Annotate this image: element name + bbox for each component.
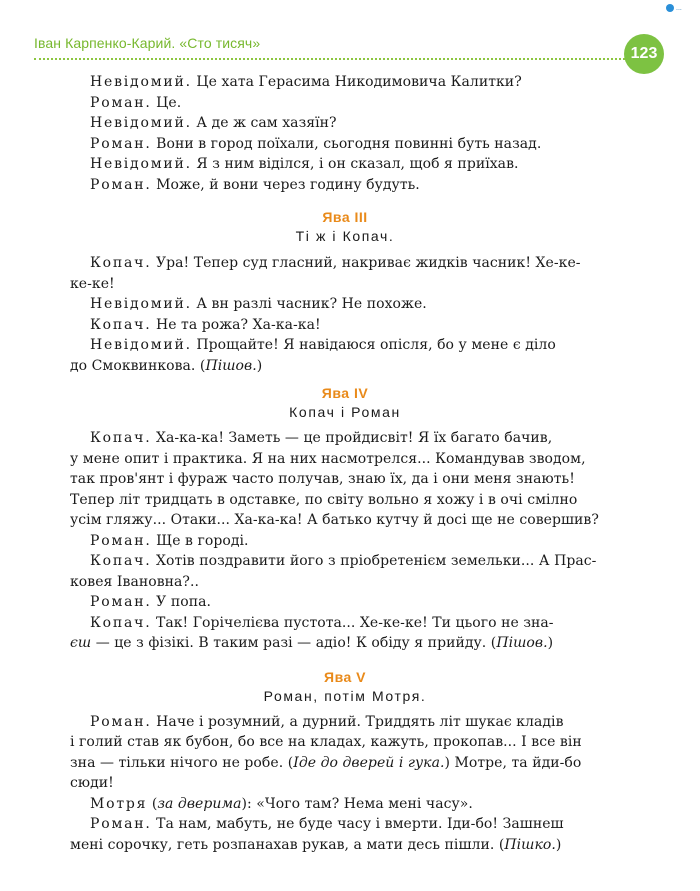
line-text: — це з фізікі. В таким разі — адіо! К обіду я прийду. ( — [91, 635, 497, 651]
dialogue-line — [90, 712, 600, 733]
dialogue-line-cont: ке-ке! — [70, 275, 115, 292]
dialogue-line — [90, 592, 600, 613]
line-text: зна — тільки нічого не робе. ( — [70, 754, 294, 771]
line-text: до Смоквинкова. ( — [70, 357, 206, 374]
dialogue-line-cont: у мене опит і практика. Я на них насмотрелся... Командував зводом, — [70, 450, 586, 467]
stage-direction: Пішов. — [496, 635, 548, 651]
speaker: Роман. — [90, 135, 152, 152]
speaker: Невідомий. — [90, 296, 192, 312]
speaker: Невідомий. — [90, 337, 192, 353]
page-number-badge: 123 — [624, 34, 664, 74]
dialogue-line — [90, 134, 600, 155]
speaker: Роман. — [90, 176, 152, 193]
speaker: Копач. — [90, 553, 152, 569]
speaker: Роман. — [90, 594, 152, 610]
corner-logo-text: ... — [676, 4, 682, 12]
dialogue-line — [90, 531, 600, 552]
header-dotted-rule — [34, 58, 629, 60]
dialogue-line-cont — [70, 835, 600, 856]
line-text: ) — [256, 357, 263, 374]
line-text: Так! Горічелієва пустота... Хе-ке-ке! Ти цього не зна- — [151, 614, 554, 631]
speaker: Копач. — [90, 430, 152, 446]
line-text: А де ж сам хазяїн? — [191, 115, 337, 131]
dialogue-line-cont: сюди! — [70, 775, 114, 791]
line-text: ) — [555, 836, 562, 853]
line-text: ) — [547, 635, 554, 651]
line-text: Наче і розумний, а дурний. Триддять літ шукає кладів — [151, 713, 564, 730]
dialogue-line: Мотря (за дверима): «Чого там? Нема мені часу». — [90, 795, 473, 812]
line-text: Прощайте! Я навідаюся опісля, бо у мене є діло — [191, 337, 556, 353]
scene-title: Ява IV — [321, 385, 369, 401]
speaker: Невідомий. — [90, 74, 192, 90]
line-text: Та нам, мабуть, не буде часу і вмерти. Іди-бо! Зашнеш — [151, 816, 564, 832]
stage-direction: Іде до дверей і гука. — [293, 754, 445, 771]
scene-cast: Копач і Роман — [289, 404, 401, 420]
stage-direction: Пішов. — [205, 357, 257, 374]
dialogue-line — [90, 551, 600, 572]
dialogue-line-cont — [70, 633, 600, 654]
dialogue-line-cont: так пров'янт і фураж часто получав, знаю їх, да і они меня знають! — [70, 471, 575, 487]
line-text: Хотів поздравити його з пріобретенієм земельки... А Прас- — [151, 553, 597, 569]
dialogue-line-cont: ковея Івановна?.. — [70, 573, 199, 590]
speaker: Роман. — [90, 713, 152, 730]
logo-icon — [666, 4, 674, 12]
line-text: Ура! Тепер суд гласний, накриває жидків часник! Хе-ке- — [151, 255, 581, 271]
page-header — [0, 0, 700, 80]
dialogue-line — [90, 154, 600, 175]
line-text: Це. — [151, 94, 182, 111]
stage-direction: за дверима — [157, 795, 242, 812]
dialogue-line — [90, 315, 600, 336]
dialogue-line — [90, 253, 600, 274]
line-text: Я з ним віділся, і он сказал, щоб я приїхав. — [191, 156, 519, 172]
line-text: Це хата Герасима Никодимовича Калитки? — [191, 74, 522, 90]
line-text: Вони в город поїхали, сьогодня повинні буть назад. — [151, 135, 542, 152]
line-text: Ще в городі. — [151, 532, 249, 549]
line-text: ) Мотре, та йди-бо — [444, 754, 582, 771]
speaker: Роман. — [90, 816, 152, 832]
scene-cast: Роман, потім Мотря. — [263, 687, 427, 704]
dialogue-line — [90, 613, 600, 634]
speaker: Роман. — [90, 532, 152, 549]
dialogue-line — [90, 814, 600, 835]
scene-title: Ява V — [324, 668, 366, 685]
running-title: Іван Карпенко-Карий. «Сто тисяч» — [34, 35, 261, 51]
line-text: У попа. — [151, 594, 211, 610]
dialogue-line — [90, 93, 600, 114]
line-text: : «Чого там? Нема мені часу». — [247, 795, 473, 812]
dialogue-line-cont: Тепер літ тридцать в одставке, по світу вольно я хожу і в очі смілно — [70, 491, 578, 508]
stage-direction: Пішко. — [504, 836, 556, 853]
dialogue-line-cont — [70, 356, 600, 377]
line-text: Ха-ка-ка! Заметь — це пройдисвіт! Я їх багато бачив, — [151, 430, 553, 446]
dialogue-line-cont: усім гляжу... Отаки... Ха-ка-ка! А батько кутчу й досі ще не совершив? — [70, 512, 599, 528]
line-text: А вн разлі часник? Не похоже. — [191, 296, 427, 312]
corner-logo — [666, 2, 696, 14]
emphasis: єш — [70, 635, 92, 651]
dialogue-line — [90, 294, 600, 315]
dialogue-line-cont: і голий став як бубон, бо все на кладах, кажуть, прокопав... І все він — [70, 734, 582, 750]
speaker: Копач. — [90, 316, 152, 333]
line-text: Може, й вони через годину будуть. — [151, 176, 420, 193]
speaker: Невідомий. — [90, 115, 192, 131]
speaker: Копач. — [90, 255, 152, 271]
dialogue-line — [90, 113, 600, 134]
dialogue-line-cont — [70, 753, 600, 774]
scene-cast: Ті ж і Копач. — [295, 228, 395, 244]
speaker: Невідомий. — [90, 156, 192, 172]
play-text — [70, 72, 600, 855]
line-text: Не та рожа? Ха-ка-ка! — [151, 316, 321, 333]
speaker: Роман. — [90, 94, 152, 111]
dialogue-line — [90, 428, 600, 449]
line-text: мені сорочку, геть розпанахав рукав, а мати десь пішли. ( — [70, 836, 505, 853]
dialogue-line — [90, 335, 600, 356]
speaker: Мотря — [90, 795, 148, 812]
speaker: Копач. — [90, 614, 152, 631]
dialogue-line — [90, 175, 600, 196]
dialogue-line — [90, 72, 600, 93]
scene-title: Ява III — [322, 209, 368, 225]
